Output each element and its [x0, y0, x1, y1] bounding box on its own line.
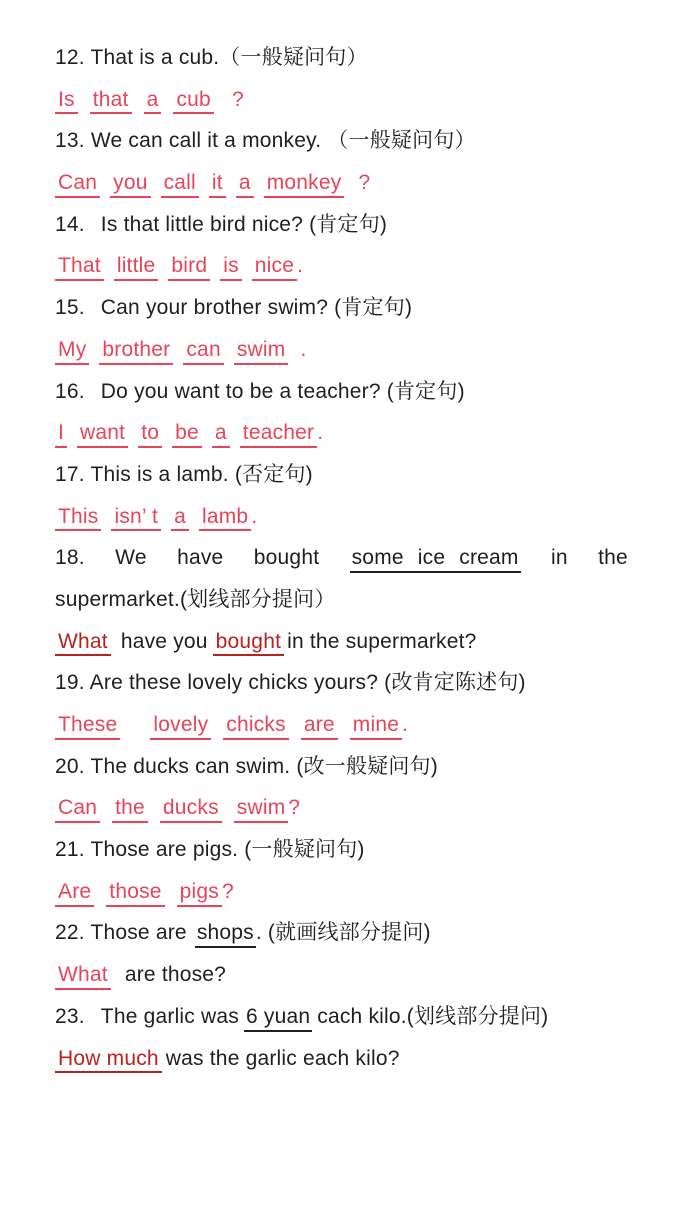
underlined-text-segment: want — [77, 421, 128, 448]
underlined-text-segment: is — [220, 254, 242, 281]
text-segment: We — [115, 546, 147, 570]
underlined-text-segment: What — [55, 963, 111, 990]
text-segment: 14. — [55, 212, 85, 236]
answer-18 — [55, 621, 628, 663]
question-14 — [55, 204, 628, 246]
underlined-text-segment: can — [183, 338, 223, 365]
text-segment: 15. — [55, 296, 85, 320]
underlined-text-segment: This — [55, 505, 101, 532]
text-segment: 21. Those are pigs. (一般疑问句) — [55, 838, 365, 862]
question-18-line-2 — [55, 579, 628, 621]
underlined-text-segment: monkey — [264, 171, 345, 198]
question-17 — [55, 454, 628, 496]
underlined-text-segment: swim — [234, 338, 289, 365]
text-segment: 13. We can call it a monkey. （一般疑问句） — [55, 129, 476, 153]
underlined-text-segment: swim — [234, 796, 289, 823]
answer-17 — [55, 496, 628, 538]
question-13 — [55, 120, 628, 162]
question-20 — [55, 746, 628, 788]
underlined-text-segment: That — [55, 254, 104, 281]
text-segment: are those? — [124, 963, 227, 987]
underlined-text-segment: bought — [213, 630, 284, 657]
underlined-text-segment: isn’ t — [111, 505, 161, 532]
answer-12 — [55, 79, 628, 121]
underlined-text-segment: These — [55, 713, 120, 740]
text-segment: . — [402, 713, 409, 736]
underlined-text-segment: a — [171, 505, 189, 532]
text-segment: ? — [221, 879, 234, 903]
underlined-text-segment: a — [144, 88, 162, 115]
question-18-line-1 — [55, 537, 628, 579]
underlined-text-segment: be — [172, 421, 202, 448]
text-segment: 17. This is a lamb. (否定句) — [55, 462, 313, 486]
underlined-text-segment: call — [161, 171, 199, 198]
underlined-text-segment: 6 yuan — [244, 1005, 312, 1032]
underlined-text-segment: teacher — [240, 421, 317, 448]
answer-15 — [55, 329, 628, 371]
question-12 — [55, 37, 628, 79]
underlined-text-segment: it — [209, 171, 226, 198]
underlined-text-segment: Can — [55, 796, 100, 823]
underlined-text-segment: the — [112, 796, 148, 823]
text-segment: ? — [231, 87, 244, 111]
underlined-text-segment: ducks — [160, 796, 222, 823]
underlined-text-segment: little — [114, 254, 159, 281]
underlined-text-segment: brother — [99, 338, 173, 365]
text-segment: 16. — [55, 379, 85, 403]
text-segment: bought — [253, 546, 320, 570]
underlined-text-segment: How much — [55, 1047, 162, 1074]
underlined-text-segment: a — [212, 421, 230, 448]
text-segment: 12. That is a cub.（一般疑问句） — [55, 46, 368, 69]
question-16 — [55, 371, 628, 413]
text-segment: 20. The ducks can swim. (改一般疑问句) — [55, 754, 438, 778]
question-19 — [55, 662, 628, 704]
text-segment: in the supermarket? — [287, 629, 477, 653]
text-segment: supermarket.(划线部分提问） — [55, 587, 336, 611]
text-segment: 22. Those are — [55, 921, 187, 945]
answer-19 — [55, 704, 628, 746]
text-segment: Can your brother swim? (肯定句) — [100, 296, 413, 320]
text-segment: ? — [358, 171, 371, 195]
text-segment: 19. Are these lovely chicks yours? (改肯定陈述句) — [55, 671, 526, 695]
underlined-text-segment: to — [138, 421, 162, 448]
text-segment: 18. — [55, 546, 85, 570]
text-segment: 23. — [55, 1004, 85, 1028]
text-segment: Do you want to be a teacher? (肯定句) — [100, 379, 465, 403]
question-22 — [55, 912, 628, 954]
text-segment: Is that little bird nice? (肯定句) — [100, 212, 388, 236]
text-segment: . (就画线部分提问) — [255, 921, 431, 945]
underlined-text-segment: those — [106, 880, 164, 907]
answer-21 — [55, 871, 628, 913]
text-segment: . — [317, 421, 324, 445]
answer-13 — [55, 162, 628, 204]
underlined-text-segment: Is — [55, 88, 78, 115]
underlined-text-segment: shops — [195, 921, 256, 948]
answer-23 — [55, 1038, 628, 1080]
underlined-text-segment: chicks — [223, 713, 289, 740]
underlined-text-segment: a — [236, 171, 254, 198]
text-segment: have you — [120, 629, 208, 653]
underlined-text-segment: I — [55, 421, 67, 448]
worksheet-lines — [55, 37, 628, 1079]
text-segment: in — [551, 546, 568, 570]
underlined-text-segment: nice — [252, 254, 297, 281]
answer-14 — [55, 245, 628, 287]
answer-20 — [55, 787, 628, 829]
underlined-text-segment: that — [90, 88, 132, 115]
underlined-text-segment: cub — [173, 88, 213, 115]
text-segment: cach kilo.(划线部分提问) — [317, 1004, 549, 1028]
answer-16 — [55, 412, 628, 454]
text-segment: have — [177, 546, 224, 570]
text-segment: . — [251, 504, 258, 528]
text-segment: ? — [288, 796, 301, 820]
underlined-text-segment: Are — [55, 880, 94, 907]
underlined-text-segment: bird — [168, 254, 210, 281]
underlined-text-segment: are — [301, 713, 338, 740]
answer-22 — [55, 954, 628, 996]
underlined-text-segment: My — [55, 338, 89, 365]
text-segment: . — [300, 337, 307, 361]
underlined-text-segment: lamb — [199, 505, 251, 532]
text-segment: . — [297, 254, 304, 278]
question-23 — [55, 996, 628, 1038]
text-segment: The garlic was — [100, 1004, 239, 1028]
underlined-text-segment: What — [55, 630, 111, 657]
underlined-text-segment: you — [110, 171, 150, 198]
text-segment: was the garlic each kilo? — [165, 1046, 400, 1070]
underlined-text-segment: some ice cream — [350, 546, 521, 573]
underlined-text-segment: Can — [55, 171, 100, 198]
text-segment: the — [598, 546, 628, 570]
underlined-text-segment: lovely — [150, 713, 211, 740]
question-15 — [55, 287, 628, 329]
underlined-text-segment: pigs — [177, 880, 222, 907]
question-21 — [55, 829, 628, 871]
underlined-text-segment: mine — [350, 713, 402, 740]
